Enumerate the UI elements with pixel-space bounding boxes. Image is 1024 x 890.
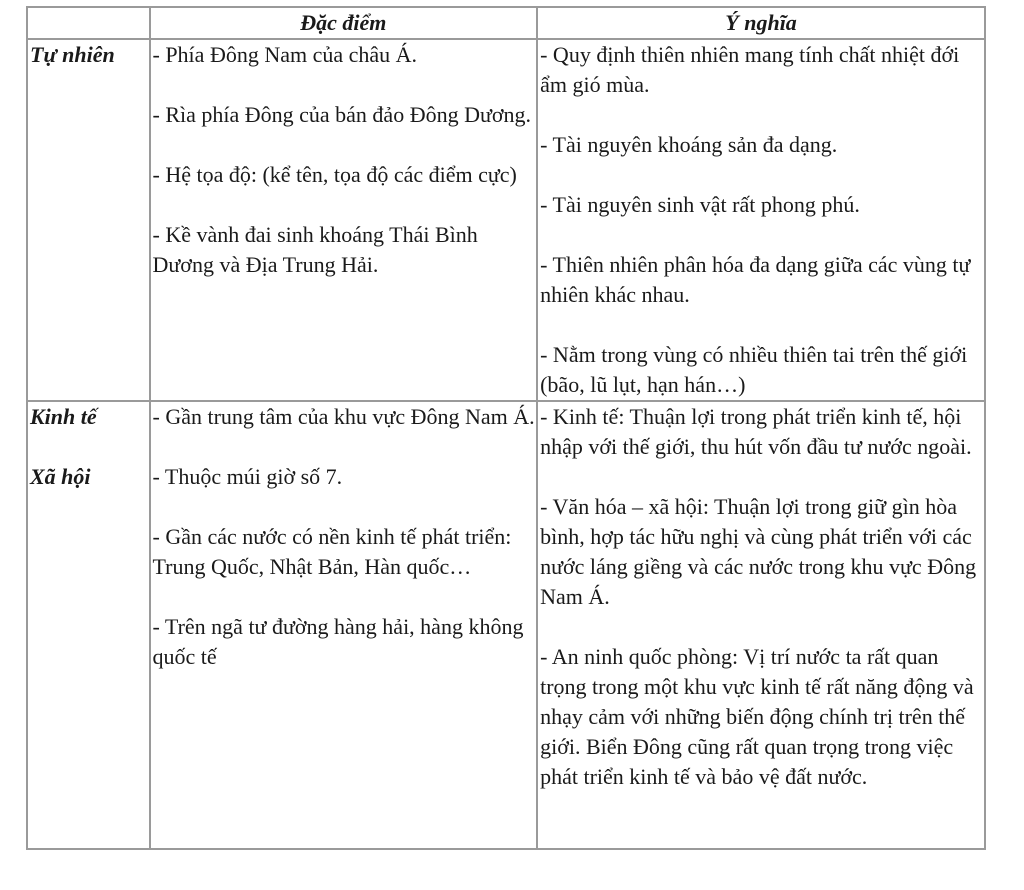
category-label: Tự nhiên [30,42,115,67]
feature-item: - Rìa phía Đông của bán đảo Đông Dương. [152,102,532,127]
header-features: Đặc điểm [150,7,538,39]
category-label: Kinh tế [30,404,97,429]
feature-item: - Gần trung tâm của khu vực Đông Nam Á. [152,404,535,429]
category-cell-economy [27,401,150,849]
feature-item: - Gần các nước có nền kinh tế phát triển: Trung Quốc, Nhật Bản, Hàn quốc… [152,524,512,579]
feature-item: - Thuộc múi giờ số 7. [152,464,343,489]
header-row [27,7,985,39]
features-cell-nature [150,39,538,401]
feature-item: - Phía Đông Nam của châu Á. [152,42,418,67]
meaning-item: - Tài nguyên sinh vật rất phong phú. [540,192,860,217]
meaning-item: - Kinh tế: Thuận lợi trong phát triển kinh tế, hội nhập với thế giới, thu hút vốn đầu tư nước ngoài. [540,404,972,459]
meaning-item: - Văn hóa – xã hội: Thuận lợi trong giữ gìn hòa bình, hợp tác hữu nghị và cùng phát triển với các nước láng giềng và các nước trong khu vực Đông Nam Á. [540,494,977,609]
table-row-nature [27,39,985,401]
geography-table [26,6,986,850]
category-cell-nature [27,39,150,401]
meaning-cell-nature [537,39,985,401]
header-category [27,7,150,39]
features-cell-economy [150,401,538,849]
meaning-item: - Quy định thiên nhiên mang tính chất nhiệt đới ẩm gió mùa. [540,42,960,97]
feature-item: - Trên ngã tư đường hàng hải, hàng không quốc tế [152,614,524,669]
table-row-economy [27,401,985,849]
feature-item: - Hệ tọa độ: (kể tên, tọa độ các điểm cực) [152,162,517,187]
meaning-item: - Thiên nhiên phân hóa đa dạng giữa các vùng tự nhiên khác nhau. [540,252,971,307]
meaning-item: - Nằm trong vùng có nhiều thiên tai trên thế giới (bão, lũ lụt, hạn hán…) [540,342,968,397]
meaning-item: - An ninh quốc phòng: Vị trí nước ta rất quan trọng trong một khu vực kinh tế rất năng động và nhạy cảm với những biến động chính trị trên thế giới. Biển Đông cũng rất quan trọng trong việc phát triển kinh tế và bảo vệ đất nước. [540,644,974,789]
feature-item: - Kề vành đai sinh khoáng Thái Bình Dương và Địa Trung Hải. [152,222,478,277]
category-label: Xã hội [30,464,91,489]
meaning-item: - Tài nguyên khoáng sản đa dạng. [540,132,838,157]
meaning-cell-economy [537,401,985,849]
header-meaning: Ý nghĩa [537,7,985,39]
